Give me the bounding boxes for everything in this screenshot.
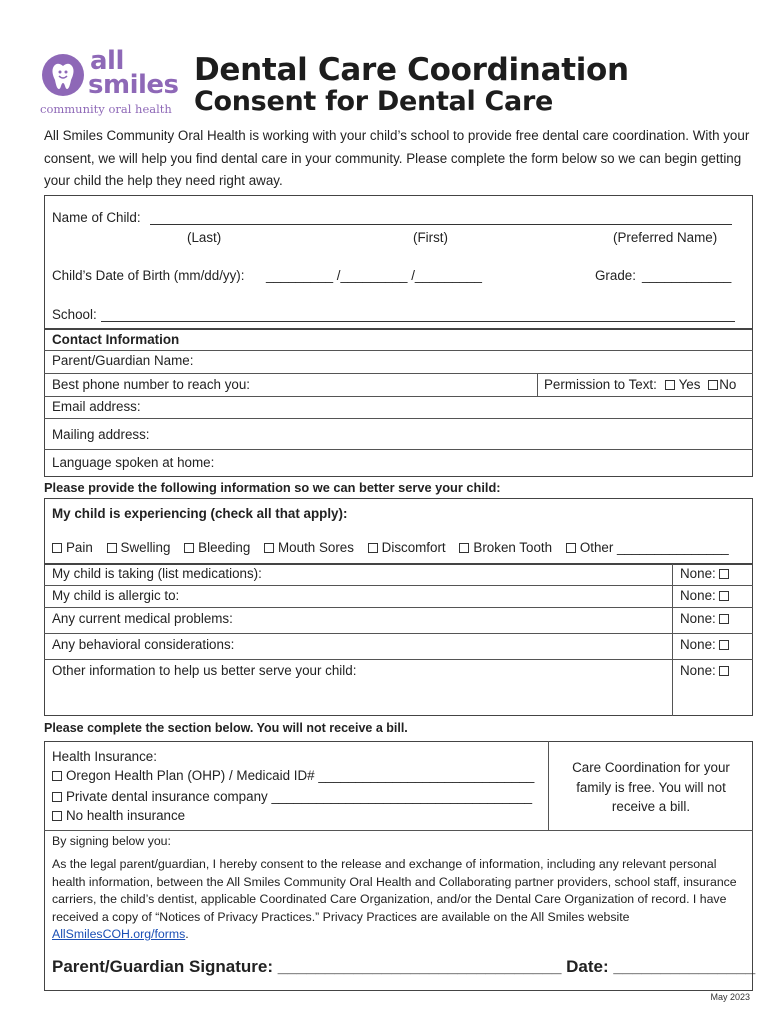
free-care-note: Care Coordination for your family is free. You will not receive a bill.	[572, 760, 730, 814]
serve-heading: Please provide the following information so we can better serve your child:	[44, 480, 501, 495]
no-label: No	[719, 377, 737, 392]
contact-header: Contact Information	[52, 332, 180, 347]
medical-problems-none-checkbox[interactable]	[719, 614, 729, 624]
signature-label: Parent/Guardian Signature:	[52, 957, 274, 976]
no-insurance-option	[52, 808, 185, 823]
symptom-options	[52, 540, 729, 555]
grade-field[interactable]: ____________	[642, 268, 732, 283]
mouth-sores-label: Mouth Sores	[278, 540, 354, 555]
private-insurance-option	[52, 789, 532, 804]
other-info-none-checkbox[interactable]	[719, 666, 729, 676]
logo-word-smiles: smiles	[88, 70, 179, 100]
ohp-checkbox[interactable]	[52, 771, 62, 781]
logo-tagline: community oral health	[40, 102, 172, 116]
date-label: Date:	[566, 957, 609, 976]
intro-paragraph: All Smiles Community Oral Health is working with your child’s school to provide free dental care coordination. With your consent, we will help you find dental care in your community. Please complete the form below so we can begin getting your child the help they need right away.	[44, 128, 750, 188]
guardian-name-field[interactable]: Parent/Guardian Name:	[52, 353, 194, 368]
bleeding-checkbox[interactable]	[184, 543, 194, 553]
text-permission-label: Permission to Text:	[544, 377, 657, 392]
medications-none-checkbox[interactable]	[719, 569, 729, 579]
phone-field[interactable]: Best phone number to reach you:	[52, 377, 251, 392]
insurance-label: Health Insurance:	[52, 749, 157, 764]
signature-field[interactable]: ______________________________	[277, 957, 562, 976]
discomfort-checkbox[interactable]	[368, 543, 378, 553]
yes-checkbox[interactable]	[665, 380, 675, 390]
medications-field[interactable]: My child is taking (list medications):	[52, 566, 262, 581]
logo-word-all: all	[90, 46, 124, 76]
consent-paragraph	[52, 856, 746, 944]
dob-label: Child’s Date of Birth (mm/dd/yy):	[52, 268, 245, 283]
none-label: None:	[680, 611, 716, 626]
ohp-label: Oregon Health Plan (OHP) / Medicaid ID#	[66, 768, 315, 783]
bill-heading: Please complete the section below. You will not receive a bill.	[44, 721, 408, 735]
other-label: Other	[579, 540, 614, 555]
swelling-label: Swelling	[120, 540, 171, 555]
mouth-sores-checkbox[interactable]	[264, 543, 274, 553]
dob-field[interactable]: _________ /_________ /_________	[266, 268, 482, 283]
medications-none	[680, 566, 733, 581]
behavioral-none-checkbox[interactable]	[719, 640, 729, 650]
page-title: Dental Care Coordination	[194, 52, 629, 88]
all-smiles-logo	[40, 46, 185, 116]
private-insurance-field[interactable]: ___________________________________	[271, 789, 533, 804]
symptoms-header: My child is experiencing (check all that apply):	[52, 506, 348, 521]
signature-row	[52, 957, 755, 977]
email-field[interactable]: Email address:	[52, 399, 141, 414]
pain-checkbox[interactable]	[52, 543, 62, 553]
discomfort-label: Discomfort	[381, 540, 446, 555]
privacy-link[interactable]: AllSmilesCOH.org/forms	[52, 927, 186, 941]
none-label: None:	[680, 588, 716, 603]
medical-problems-none	[680, 611, 733, 626]
other-field[interactable]: _______________	[617, 540, 729, 555]
revision-date: May 2023	[710, 992, 750, 1002]
language-field[interactable]: Language spoken at home:	[52, 455, 215, 470]
allergies-none-checkbox[interactable]	[719, 591, 729, 601]
consent-text: As the legal parent/guardian, I hereby consent to the release and exchange of information, including any relevant personal health information, between the All Smiles Community Oral Health and Collaborating partner providers, school staff, insurance carriers, the child’s dentist, applicable Coordinated Care Organization, and/or the Dental Care Organization of record. I have received a copy of “Notices of Privacy Practices.” Privacy Practices are available on the All Smiles website	[52, 857, 737, 924]
other-info-field[interactable]: Other information to help us better serve your child:	[52, 663, 357, 678]
yes-label: Yes	[678, 377, 701, 392]
grade-label: Grade:	[595, 268, 636, 283]
no-insurance-label: No health insurance	[66, 808, 186, 823]
preferred-name-caption: (Preferred Name)	[613, 230, 718, 245]
consent-lead: By signing below you:	[52, 834, 171, 848]
other-checkbox[interactable]	[566, 543, 576, 553]
behavioral-none	[680, 637, 733, 652]
broken-tooth-label: Broken Tooth	[473, 540, 553, 555]
bleeding-label: Bleeding	[198, 540, 251, 555]
private-insurance-checkbox[interactable]	[52, 792, 62, 802]
tooth-icon	[48, 60, 78, 92]
pain-label: Pain	[66, 540, 93, 555]
behavioral-field[interactable]: Any behavioral considerations:	[52, 637, 235, 652]
last-name-caption: (Last)	[187, 230, 222, 245]
allergies-field[interactable]: My child is allergic to:	[52, 588, 180, 603]
none-label: None:	[680, 637, 716, 652]
first-name-caption: (First)	[413, 230, 448, 245]
swelling-checkbox[interactable]	[107, 543, 117, 553]
child-name-field[interactable]	[150, 224, 732, 225]
none-label: None:	[680, 566, 716, 581]
school-label: School:	[52, 307, 97, 322]
broken-tooth-checkbox[interactable]	[459, 543, 469, 553]
text-permission	[544, 377, 736, 392]
no-checkbox[interactable]	[708, 380, 718, 390]
school-field[interactable]	[101, 321, 735, 322]
ohp-id-field[interactable]: _____________________________	[318, 768, 535, 783]
none-label: None:	[680, 663, 716, 678]
other-info-none	[680, 663, 733, 678]
allergies-none	[680, 588, 733, 603]
ohp-option	[52, 768, 534, 783]
date-field[interactable]: _______________	[613, 957, 756, 976]
mailing-address-field[interactable]: Mailing address:	[52, 427, 150, 442]
medical-problems-field[interactable]: Any current medical problems:	[52, 611, 233, 626]
private-insurance-label: Private dental insurance company	[66, 789, 268, 804]
no-insurance-checkbox[interactable]	[52, 811, 62, 821]
consent-end: .	[185, 927, 189, 941]
child-info-section	[44, 195, 753, 329]
page-subtitle: Consent for Dental Care	[194, 86, 553, 117]
child-name-label: Name of Child:	[52, 210, 141, 225]
